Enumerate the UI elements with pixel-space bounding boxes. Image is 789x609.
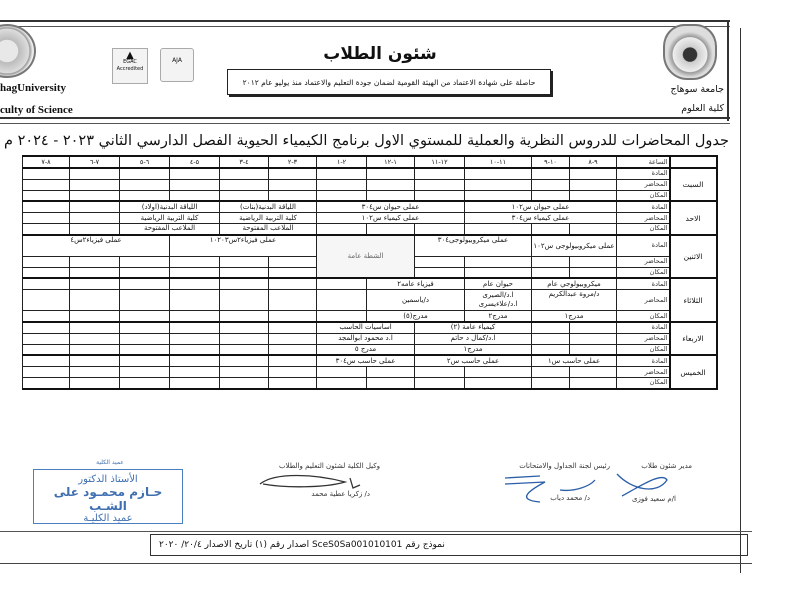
- row-label-lecturer: المحاضر: [617, 290, 670, 311]
- empty-cell: [120, 355, 170, 366]
- empty-cell: [415, 377, 465, 388]
- empty-cell: [120, 311, 170, 322]
- class-cell: ا.د محمود ابوالمجد: [317, 333, 415, 344]
- empty-cell: [170, 179, 220, 190]
- empty-cell: [70, 278, 120, 289]
- empty-cell: [120, 278, 170, 289]
- empty-cell: [120, 367, 170, 378]
- table-row: [23, 278, 717, 289]
- header-right-border: [727, 20, 732, 121]
- empty-cell: [532, 367, 570, 378]
- empty-cell: [120, 333, 170, 344]
- empty-cell: [317, 290, 367, 311]
- time-slot: ٣-٢: [269, 156, 317, 168]
- class-cell: ا.د/كمال د حاتم: [415, 333, 532, 344]
- footer-divider: [0, 531, 752, 532]
- stamp-line: عميد الكليـة: [83, 513, 133, 524]
- empty-cell: [70, 311, 120, 322]
- empty-cell: [120, 322, 170, 333]
- class-cell: د/ياسمين: [367, 290, 465, 311]
- empty-cell: [70, 344, 120, 355]
- signature-title-exams: رئيس لجنة الجداول والامتحانات: [519, 462, 610, 470]
- empty-cell: [532, 322, 570, 333]
- empty-cell: [70, 322, 120, 333]
- empty-cell: [570, 344, 617, 355]
- table-row: [23, 355, 717, 366]
- empty-cell: [317, 168, 367, 179]
- lecturer-line: ا.د/علاءيسرى: [478, 300, 518, 309]
- time-slot: ١١-١٠: [465, 156, 532, 168]
- empty-cell: [317, 278, 367, 289]
- empty-cell: [465, 267, 532, 278]
- empty-cell: [269, 344, 317, 355]
- day-saturday: السبت: [670, 168, 717, 201]
- class-cell: الشطة عامة: [317, 235, 415, 279]
- class-cell: د/مروة عبدالكريم: [532, 290, 617, 311]
- class-cell: اللياقة البدنية(اولاد): [120, 201, 220, 212]
- empty-cell: [570, 267, 617, 278]
- accreditation-box: [227, 69, 551, 95]
- time-slot: ٧-٦: [70, 156, 120, 168]
- empty-cell: [23, 278, 70, 289]
- empty-cell: [269, 333, 317, 344]
- table-row: [23, 168, 717, 179]
- row-label-lecturer: المحاضر: [617, 256, 670, 267]
- form-number-box: [150, 534, 748, 556]
- class-cell: عملى حيوان س١٠٢: [465, 201, 617, 212]
- class-cell: اللياقة البدنية(بنات): [220, 201, 317, 212]
- table-row: [23, 213, 717, 224]
- empty-cell: [170, 256, 220, 267]
- class-cell: عملى حاسب س٣٠٤: [317, 355, 415, 366]
- empty-cell: [70, 213, 120, 224]
- empty-cell: [317, 223, 367, 234]
- day-tuesday: الثلاثاء: [670, 278, 717, 322]
- empty-cell: [120, 377, 170, 388]
- empty-cell: [170, 322, 220, 333]
- empty-cell: [269, 322, 317, 333]
- empty-cell: [120, 190, 170, 201]
- empty-cell: [23, 377, 70, 388]
- row-label-subject: المادة: [617, 322, 670, 333]
- empty-cell: [220, 311, 269, 322]
- row-label-place: المكان: [617, 267, 670, 278]
- time-slot: ٥-٤: [170, 156, 220, 168]
- signature-title-student-affairs: مدير شئون طلاب: [641, 462, 692, 470]
- row-label-lecturer: المحاضر: [617, 333, 670, 344]
- empty-cell: [70, 190, 120, 201]
- empty-cell: [220, 322, 269, 333]
- empty-cell: [269, 278, 317, 289]
- empty-cell: [220, 256, 269, 267]
- empty-cell: [465, 377, 532, 388]
- stamp-header: عميد الكلية: [96, 459, 124, 466]
- empty-cell: [367, 367, 415, 378]
- empty-cell: [570, 179, 617, 190]
- class-cell: عملى فيزياء٢س٤: [23, 235, 170, 257]
- table-row: [23, 223, 717, 234]
- table-row: [23, 322, 717, 333]
- time-slot: ٨-٧: [23, 156, 70, 168]
- row-label-place: المكان: [617, 190, 670, 201]
- time-slot: ٩-٨: [570, 156, 617, 168]
- class-cell: [465, 290, 532, 311]
- row-label-subject: المادة: [617, 355, 670, 366]
- empty-cell: [220, 367, 269, 378]
- empty-cell: [570, 333, 617, 344]
- empty-cell: [532, 333, 570, 344]
- class-cell: اساسيات الحاسب: [317, 322, 415, 333]
- class-cell: مدرج١: [415, 344, 532, 355]
- empty-cell: [220, 179, 269, 190]
- class-cell: ميكروبيولوجي عام: [532, 278, 617, 289]
- empty-cell: [465, 190, 532, 201]
- row-label-place: المكان: [617, 311, 670, 322]
- empty-cell: [317, 190, 367, 201]
- empty-cell: [220, 333, 269, 344]
- empty-cell: [570, 168, 617, 179]
- class-cell: حيوان عام: [465, 278, 532, 289]
- empty-cell: [269, 290, 317, 311]
- day-sunday: الاحد: [670, 201, 717, 234]
- empty-cell: [415, 179, 465, 190]
- empty-cell: [415, 168, 465, 179]
- empty-cell: [23, 168, 70, 179]
- empty-cell: [220, 355, 269, 366]
- empty-cell: [269, 311, 317, 322]
- empty-cell: [532, 168, 570, 179]
- empty-cell: [465, 179, 532, 190]
- empty-cell: [120, 267, 170, 278]
- empty-cell: [570, 377, 617, 388]
- empty-cell: [70, 201, 120, 212]
- class-cell: مدرج١: [532, 311, 617, 322]
- day-monday: الاثنين: [670, 235, 717, 279]
- empty-cell: [269, 367, 317, 378]
- empty-cell: [23, 322, 70, 333]
- empty-cell: [23, 213, 70, 224]
- empty-cell: [23, 179, 70, 190]
- faculty-name-en: culty of Science: [0, 104, 73, 116]
- row-label-subject: المادة: [617, 235, 670, 257]
- class-cell: عملى كيمياء س١٠٢: [317, 213, 465, 224]
- egac-logo: ▲ EGAC Accredited: [112, 48, 148, 84]
- empty-cell: [70, 377, 120, 388]
- empty-cell: [570, 223, 617, 234]
- empty-cell: [170, 333, 220, 344]
- table-row: [23, 344, 717, 355]
- corner-cell: [670, 156, 717, 168]
- empty-cell: [269, 190, 317, 201]
- empty-cell: [70, 256, 120, 267]
- empty-cell: [367, 190, 415, 201]
- empty-cell: [70, 290, 120, 311]
- empty-cell: [120, 290, 170, 311]
- empty-cell: [23, 367, 70, 378]
- empty-cell: [570, 190, 617, 201]
- signature-name-vice-dean: د/ زكريا عطية محمد: [311, 490, 370, 498]
- row-label-subject: المادة: [617, 201, 670, 212]
- empty-cell: [220, 190, 269, 201]
- dean-stamp: [33, 469, 183, 524]
- day-wednesday: الاربعاء: [670, 322, 717, 355]
- empty-cell: [367, 168, 415, 179]
- table-row: [23, 201, 717, 212]
- empty-cell: [269, 179, 317, 190]
- header-bottom-border: [0, 117, 730, 124]
- aja-logo: AJA: [160, 48, 194, 82]
- empty-cell: [317, 179, 367, 190]
- row-label-lecturer: المحاضر: [617, 213, 670, 224]
- faculty-logo: [0, 24, 36, 78]
- time-slot: ١٠-٩: [532, 156, 570, 168]
- empty-cell: [465, 223, 532, 234]
- empty-cell: [415, 367, 465, 378]
- empty-cell: [317, 367, 367, 378]
- empty-cell: [532, 377, 570, 388]
- empty-cell: [170, 168, 220, 179]
- empty-cell: [23, 290, 70, 311]
- time-slot: ٢-١: [317, 156, 367, 168]
- row-label-place: المكان: [617, 377, 670, 388]
- empty-cell: [570, 322, 617, 333]
- empty-cell: [220, 290, 269, 311]
- empty-cell: [532, 344, 570, 355]
- empty-cell: [170, 190, 220, 201]
- empty-cell: [70, 333, 120, 344]
- signature-scribble: [255, 470, 370, 492]
- row-label-lecturer: المحاضر: [617, 367, 670, 378]
- empty-cell: [269, 168, 317, 179]
- empty-cell: [415, 223, 465, 234]
- empty-cell: [170, 377, 220, 388]
- accreditation-text: حاصلة على شهادة الاعتماد من الهيئة القومية لضمان جودة التعليم والاعتماد منذ يوليو عام ٢٠١٢: [242, 77, 536, 87]
- empty-cell: [532, 190, 570, 201]
- empty-cell: [465, 168, 532, 179]
- empty-cell: [570, 367, 617, 378]
- empty-cell: [23, 333, 70, 344]
- row-label-subject: المادة: [617, 278, 670, 289]
- class-cell: عملى حاسب س١: [532, 355, 617, 366]
- lecturer-line: ا.د/الصيرى: [482, 291, 514, 300]
- empty-cell: [532, 267, 570, 278]
- empty-cell: [170, 290, 220, 311]
- empty-cell: [415, 256, 465, 267]
- empty-cell: [170, 355, 220, 366]
- table-row: [23, 367, 717, 378]
- empty-cell: [220, 377, 269, 388]
- empty-cell: [269, 377, 317, 388]
- class-cell: الملاعب المفتوحة: [220, 223, 317, 234]
- class-cell: عملى كيمياء س٣٠٤: [465, 213, 617, 224]
- signature-title-vice-dean: وكيل الكلية لشئون التعليم والطلاب: [278, 462, 380, 470]
- table-row: [23, 290, 717, 311]
- empty-cell: [367, 179, 415, 190]
- class-cell: فيزياء عامه٢: [367, 278, 465, 289]
- class-cell: كلية التربية الرياضية: [120, 213, 220, 224]
- time-slot: ٦-٥: [120, 156, 170, 168]
- class-cell: عملى ميكروبيولوجى٣٠٤: [415, 235, 532, 257]
- empty-cell: [570, 256, 617, 267]
- department-title: شئون الطلاب: [323, 44, 437, 64]
- empty-cell: [415, 267, 465, 278]
- empty-cell: [170, 344, 220, 355]
- university-name-en: hagUniversity: [0, 82, 66, 94]
- row-label-place: المكان: [617, 344, 670, 355]
- empty-cell: [269, 256, 317, 267]
- university-logo: [663, 24, 717, 80]
- empty-cell: [220, 278, 269, 289]
- empty-cell: [120, 344, 170, 355]
- stamp-line: الأستاذ الدكتور: [78, 474, 138, 485]
- class-cell: عملى حيوان س٣٠٤: [317, 201, 465, 212]
- class-cell: عملى فيزياء٢س١٠٢٠٣: [170, 235, 317, 257]
- empty-cell: [70, 223, 120, 234]
- class-cell: مدرج٢: [465, 311, 532, 322]
- class-cell: مدرج(٥): [367, 311, 465, 322]
- empty-cell: [23, 190, 70, 201]
- empty-cell: [70, 367, 120, 378]
- signature-name-student-affairs: ا/م سعيد فوزى: [632, 495, 676, 503]
- empty-cell: [170, 267, 220, 278]
- page-right-border: [740, 28, 741, 573]
- row-label-place: المكان: [617, 223, 670, 234]
- row-label-subject: المادة: [617, 168, 670, 179]
- empty-cell: [532, 179, 570, 190]
- empty-cell: [367, 223, 415, 234]
- empty-cell: [465, 367, 532, 378]
- class-cell: عملى حاسب س٢: [415, 355, 532, 366]
- empty-cell: [170, 311, 220, 322]
- empty-cell: [120, 256, 170, 267]
- table-row: [23, 311, 717, 322]
- class-cell: كيمياء عامة (٢): [415, 322, 532, 333]
- schedule-table: [22, 155, 718, 390]
- empty-cell: [465, 256, 532, 267]
- time-slot: ١٢-١١: [415, 156, 465, 168]
- empty-cell: [269, 267, 317, 278]
- table-header-row: [23, 156, 717, 168]
- table-row: [23, 333, 717, 344]
- empty-cell: [220, 267, 269, 278]
- class-cell: مدرج ٥: [317, 344, 415, 355]
- empty-cell: [70, 267, 120, 278]
- time-slot: ٤-٣: [220, 156, 269, 168]
- empty-cell: [170, 367, 220, 378]
- empty-cell: [317, 311, 367, 322]
- empty-cell: [415, 190, 465, 201]
- empty-cell: [23, 267, 70, 278]
- schedule-title: جدول المحاضرات للدروس النظرية والعملية للمستوي الاول برنامج الكيمياء الحيوية الفصل الدارسي الثاني ٢٠٢٣ - ٢٠٢٤ م: [3, 133, 729, 149]
- header-top-border: [0, 20, 730, 27]
- empty-cell: [23, 355, 70, 366]
- university-name-ar: جامعة سوهاج: [670, 84, 724, 95]
- time-slot: ١-١٢: [367, 156, 415, 168]
- empty-cell: [220, 344, 269, 355]
- empty-cell: [23, 256, 70, 267]
- table-row: [23, 179, 717, 190]
- signature-name-exams: د/ محمد دياب: [550, 494, 590, 502]
- empty-cell: [120, 179, 170, 190]
- empty-cell: [532, 256, 570, 267]
- empty-cell: [23, 201, 70, 212]
- empty-cell: [532, 223, 570, 234]
- empty-cell: [367, 377, 415, 388]
- class-cell: عملى ميكروبيولوجى س١٠٢: [532, 235, 617, 257]
- empty-cell: [120, 168, 170, 179]
- form-number-text: نموذج رقم SceS0Sa001010101 اصدار رقم (١) تاريخ الاصدار ٢٠/٤/ ٢٠٢٠: [159, 540, 445, 550]
- hour-label: الساعة: [617, 156, 670, 168]
- empty-cell: [23, 223, 70, 234]
- empty-cell: [23, 344, 70, 355]
- footer-divider: [0, 563, 752, 564]
- empty-cell: [23, 311, 70, 322]
- empty-cell: [70, 179, 120, 190]
- stamp-line: حـازم محمـود على الشـب: [53, 485, 163, 513]
- table-row: [23, 235, 717, 257]
- empty-cell: [170, 278, 220, 289]
- empty-cell: [70, 355, 120, 366]
- empty-cell: [220, 168, 269, 179]
- empty-cell: [317, 377, 367, 388]
- faculty-name-ar: كلية العلوم: [681, 103, 724, 114]
- empty-cell: [70, 168, 120, 179]
- class-cell: كلية التربية الرياضية: [220, 213, 317, 224]
- class-cell: الملاعب المفتوحة: [120, 223, 220, 234]
- table-row: [23, 190, 717, 201]
- day-thursday: الخميس: [670, 355, 717, 388]
- table-row: [23, 377, 717, 388]
- row-label-lecturer: المحاضر: [617, 179, 670, 190]
- empty-cell: [269, 355, 317, 366]
